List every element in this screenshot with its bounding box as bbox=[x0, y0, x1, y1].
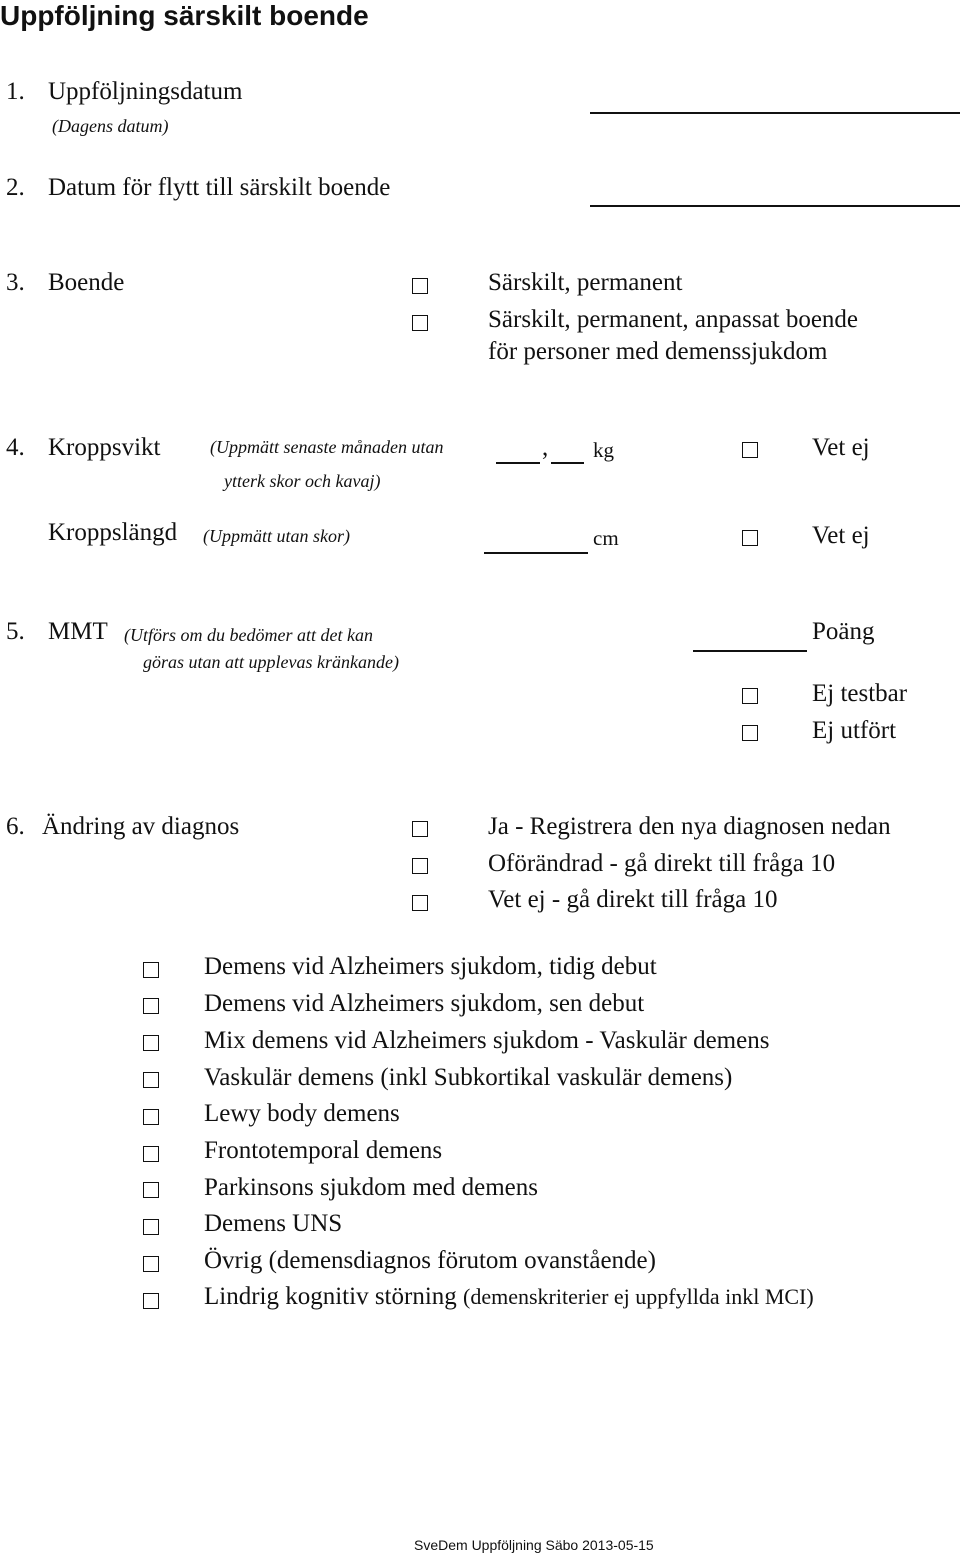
q4-number: 4. bbox=[6, 434, 25, 461]
diagnosis-label-lindrig bbox=[204, 1283, 814, 1311]
q1-date-field[interactable] bbox=[590, 112, 960, 114]
diagnosis-checkbox[interactable] bbox=[143, 1293, 159, 1309]
q6-number: 6. bbox=[6, 813, 25, 840]
weight-unknown-label: Vet ej bbox=[812, 434, 870, 461]
diagnosis-label-main: Lindrig kognitiv störning bbox=[204, 1283, 457, 1310]
mmt-not-testable-checkbox[interactable] bbox=[742, 688, 758, 704]
weight-decimal-field[interactable] bbox=[551, 462, 584, 464]
diagnosis-checkbox[interactable] bbox=[143, 1182, 159, 1198]
footer-text: SveDem Uppföljning Säbo 2013-05-15 bbox=[414, 1537, 654, 1553]
mmt-not-done-checkbox[interactable] bbox=[742, 725, 758, 741]
q3-option2-label: Särskilt, permanent, anpassat boende bbox=[488, 306, 859, 333]
height-field[interactable] bbox=[484, 552, 588, 554]
q5-number: 5. bbox=[6, 618, 25, 645]
page-title: Uppföljning särskilt boende bbox=[0, 0, 369, 31]
q6-option-yes-label: Ja - Registrera den nya diagnosen nedan bbox=[488, 813, 891, 840]
q5-note-line1: (Utförs om du bedömer att det kan bbox=[124, 625, 373, 645]
q6-option-unchanged-checkbox[interactable] bbox=[412, 858, 428, 874]
diagnosis-label: Frontotemporal demens bbox=[204, 1137, 443, 1164]
mmt-not-testable-label: Ej testbar bbox=[812, 680, 908, 707]
mmt-points-field[interactable] bbox=[693, 650, 807, 652]
height-note: (Uppmätt utan skor) bbox=[203, 526, 350, 546]
weight-unknown-checkbox[interactable] bbox=[742, 442, 758, 458]
diagnosis-label: Mix demens vid Alzheimers sjukdom - Vaskulär demens bbox=[204, 1027, 770, 1054]
diagnosis-checkbox[interactable] bbox=[143, 1146, 159, 1162]
q3-option1-checkbox[interactable] bbox=[412, 278, 428, 294]
q6-label: Ändring av diagnos bbox=[42, 813, 240, 840]
height-unit: cm bbox=[593, 526, 619, 550]
q3-option1-label: Särskilt, permanent bbox=[488, 269, 683, 296]
q1-note: (Dagens datum) bbox=[52, 116, 169, 136]
diagnosis-label: Lewy body demens bbox=[204, 1100, 400, 1127]
q1-number: 1. bbox=[6, 78, 25, 105]
weight-integer-field[interactable] bbox=[496, 462, 540, 464]
q3-option2-checkbox[interactable] bbox=[412, 315, 428, 331]
diagnosis-checkbox[interactable] bbox=[143, 1072, 159, 1088]
diagnosis-checkbox[interactable] bbox=[143, 1035, 159, 1051]
q5-note-line2: göras utan att upplevas kränkande) bbox=[143, 652, 399, 672]
height-unknown-label: Vet ej bbox=[812, 522, 870, 549]
q6-option-unknown-label: Vet ej - gå direkt till fråga 10 bbox=[488, 886, 778, 913]
q2-date-field[interactable] bbox=[590, 205, 960, 207]
q3-label: Boende bbox=[48, 269, 125, 296]
diagnosis-label: Demens vid Alzheimers sjukdom, sen debut bbox=[204, 990, 645, 1017]
height-label: Kroppslängd bbox=[48, 519, 178, 546]
q4-label: Kroppsvikt bbox=[48, 434, 161, 461]
mmt-points-label: Poäng bbox=[812, 618, 875, 645]
diagnosis-label: Demens UNS bbox=[204, 1210, 343, 1237]
diagnosis-checkbox[interactable] bbox=[143, 1256, 159, 1272]
q2-label: Datum för flytt till särskilt boende bbox=[48, 174, 391, 201]
q5-label: MMT bbox=[48, 618, 108, 645]
q3-number: 3. bbox=[6, 269, 25, 296]
q2-number: 2. bbox=[6, 174, 25, 201]
q3-option2-label-line2: för personer med demenssjukdom bbox=[488, 338, 828, 365]
diagnosis-label-note: (demenskriterier ej uppfyllda inkl MCI) bbox=[463, 1284, 814, 1309]
diagnosis-checkbox[interactable] bbox=[143, 998, 159, 1014]
diagnosis-label: Demens vid Alzheimers sjukdom, tidig debut bbox=[204, 953, 657, 980]
q6-option-unchanged-label: Oförändrad - gå direkt till fråga 10 bbox=[488, 850, 836, 877]
weight-comma: , bbox=[542, 434, 549, 461]
height-unknown-checkbox[interactable] bbox=[742, 530, 758, 546]
diagnosis-label: Övrig (demensdiagnos förutom ovanstående) bbox=[204, 1247, 656, 1274]
diagnosis-checkbox[interactable] bbox=[143, 1219, 159, 1235]
diagnosis-label: Vaskulär demens (inkl Subkortikal vaskulär demens) bbox=[204, 1064, 733, 1091]
weight-unit: kg bbox=[593, 438, 614, 462]
mmt-not-done-label: Ej utfört bbox=[812, 717, 897, 744]
q1-label: Uppföljningsdatum bbox=[48, 78, 243, 105]
diagnosis-checkbox[interactable] bbox=[143, 1109, 159, 1125]
diagnosis-label: Parkinsons sjukdom med demens bbox=[204, 1174, 539, 1201]
q6-option-unknown-checkbox[interactable] bbox=[412, 895, 428, 911]
q4-note-line2: ytterk skor och kavaj) bbox=[224, 471, 381, 491]
diagnosis-checkbox[interactable] bbox=[143, 962, 159, 978]
q6-option-yes-checkbox[interactable] bbox=[412, 821, 428, 837]
q4-note-line1: (Uppmätt senaste månaden utan bbox=[210, 437, 444, 457]
